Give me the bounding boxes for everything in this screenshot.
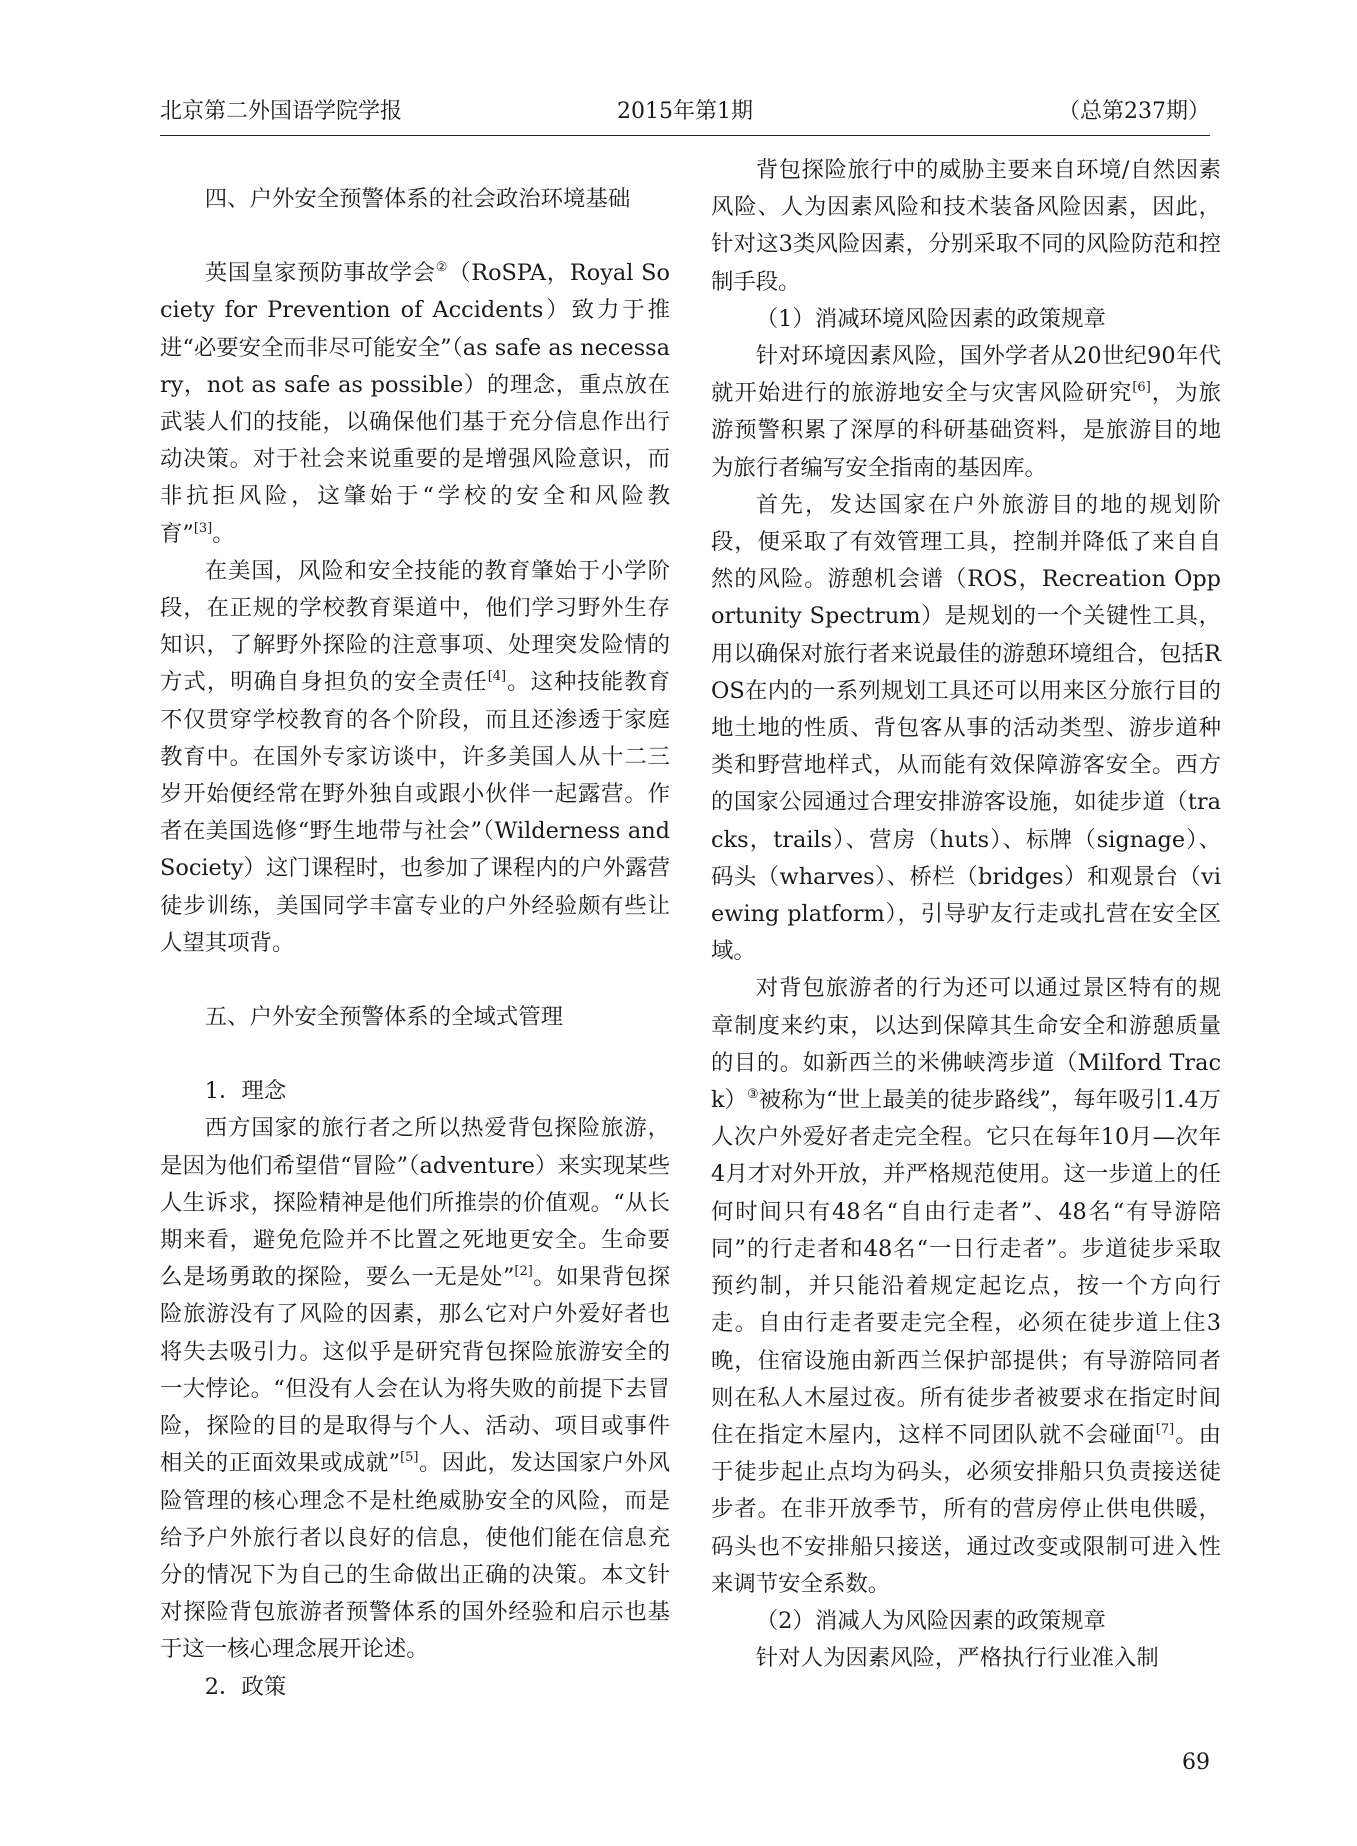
issue-label: 2015年第1期: [617, 99, 753, 124]
paragraph-risk-sources: 背包探险旅行中的威胁主要来自环境/自然因素风险、人为因素风险和技术装备风险因素，因此，针对这3类风险因素，分别采取不同的风险防范和控制手段。: [711, 157, 1221, 295]
section-heading-4: 四、户外安全预警体系的社会政治环境基础: [204, 186, 631, 212]
section-heading-5: 五、户外安全预警体系的全域式管理: [204, 1004, 564, 1031]
citation-ref: [4]: [487, 669, 507, 685]
right-column: [711, 152, 1221, 1677]
citation-ref: [7]: [1155, 1421, 1175, 1437]
page-number: 69: [1182, 1750, 1210, 1775]
paragraph-concept: 西方国家的旅行者之所以热爱背包探险旅游，是因为他们希望借“冒险”（adventure）来实现某些人生诉求，探险精神是他们所推崇的价值观。“从长期来看，避免危险并不比置之死地更安全。生命要么是场勇敢的探险，要么一无是处”[2]。如果背包探险旅游没有了风险的因素，那么它对户外爱好者也将失去吸引力。这似乎是研究背包探险旅游安全的一大悖论。“但没有人会在认为将失败的前提下去冒险，探险的目的是取得与个人、活动、项目或事件相关的正面效果或成就”[5]。因此，发达国家户外风险管理的核心理念不是杜绝威胁安全的风险，而是给予户外旅行者以良好的信息，使他们能在信息充分的情况下为自己的生命做出正确的决策。本文针对探险背包旅游者预警体系的国外经验和启示也基于这一核心理念展开论述。: [160, 1115, 671, 1663]
running-head: [160, 92, 1210, 132]
paragraph-planning-tools: 首先，发达国家在户外旅游目的地的规划阶段，便采取了有效管理工具，控制并降低了来自自然的风险。游憩机会谱（ROS，Recreation Opportunity Spectrum）是规划的一个关键性工具，用以确保对旅行者来说最佳的游憩环境组合，包括ROS在内的一系列规划工具还可以用来区分旅行目的地土地的性质、背包客从事的活动类型、游步道种类和野营地样式，从而能有效保障游客安全。西方的国家公园通过合理安排游客设施，如徒步道（tracks，trails）、营房（huts）、标牌（signage）、码头（wharves）、桥栏（bridges）和观景台（viewing platform），引导驴友行走或扎营在安全区域。: [711, 491, 1221, 965]
citation-ref: [6]: [1132, 380, 1151, 396]
citation-ref: [2]: [514, 1264, 533, 1280]
left-column: [160, 152, 670, 1706]
journal-title: 北京第二外国语学院学报: [160, 99, 403, 124]
footnote-marker: ②: [435, 260, 449, 276]
citation-ref: [3]: [193, 520, 213, 536]
citation-ref: [5]: [400, 1450, 419, 1466]
serial-number: （总第237期）: [1058, 99, 1210, 124]
subsection-heading-policy: 2．政策: [204, 1673, 287, 1700]
paragraph-usa-education: 在美国，风险和安全技能的教育肇始于小学阶段，在正规的学校教育渠道中，他们学习野外生存知识，了解野外探险的注意事项、处理突发险情的方式，明确自身担负的安全责任[4]。这种技能教育不仅贯穿学校教育的各个阶段，而且还渗透于家庭教育中。在国外专家访谈中，许多美国人从十二三岁开始便经常在野外独自或跟小伙伴一起露营。作者在美国选修“野生地带与社会”（Wilderness and Society）这门课程时，也参加了课程内的户外露营徒步训练，美国同学丰富专业的户外经验颇有些让人望其项背。: [160, 557, 670, 956]
subheading-environment-risk: （1）消减环境风险因素的政策规章: [755, 305, 1106, 332]
paragraph-rospa: 英国皇家预防事故学会②（RoSPA，Royal Society for Prevention of Accidents）致力于推进“必要安全而非尽可能安全”（as safe as necessary，not as safe as possible）的理念，重点放在武装人们的技能，以确保他们基于充分信息作出行动决策。对于社会来说重要的是增强风险意识，而非抗拒风险，这肇始于“学校的安全和风险教育”[3]。: [160, 260, 670, 547]
paragraph-human-risk: 针对人为因素风险，严格执行行业准入制: [755, 1645, 1159, 1672]
footnote-marker: ③: [747, 1087, 759, 1103]
paragraph-environment-research: 针对环境因素风险，国外学者从20世纪90年代就开始进行的旅游地安全与灾害风险研究[6]，为旅游预警积累了深厚的科研基础资料，是旅游目的地为旅行者编写安全指南的基因库。: [711, 343, 1222, 481]
header-rule: [160, 135, 1210, 136]
subheading-human-risk: （2）消减人为风险因素的政策规章: [755, 1607, 1106, 1634]
paragraph-milford-track: 对背包旅游者的行为还可以通过景区特有的规章制度来约束，以达到保障其生命安全和游憩质量的目的。如新西兰的米佛峡湾步道（Milford Track）③被称为“世上最美的徒步路线”，每年吸引1.4万人次户外爱好者走完全程。它只在每年10月—次年4月才对外开放，并严格规范使用。这一步道上的任何时间只有48名“自由行走者”、48名“有导游陪同”的行走者和48名“一日行走者”。步道徒步采取预约制，并只能沿着规定起讫点，按一个方向行走。自由行走者要走完全程，必须在徒步道上住3晚，住宿设施由新西兰保护部提供；有导游陪同者则在私人木屋过夜。所有徒步者被要求在指定时间住在指定木屋内，这样不同团队就不会碰面[7]。由于徒步起止点均为码头，必须安排船只负责接送徒步者。在非开放季节，所有的营房停止供电供暖，码头也不安排船只接送，通过改变或限制可进入性来调节安全系数。: [711, 975, 1222, 1597]
subsection-heading-concept: 1．理念: [204, 1078, 287, 1105]
